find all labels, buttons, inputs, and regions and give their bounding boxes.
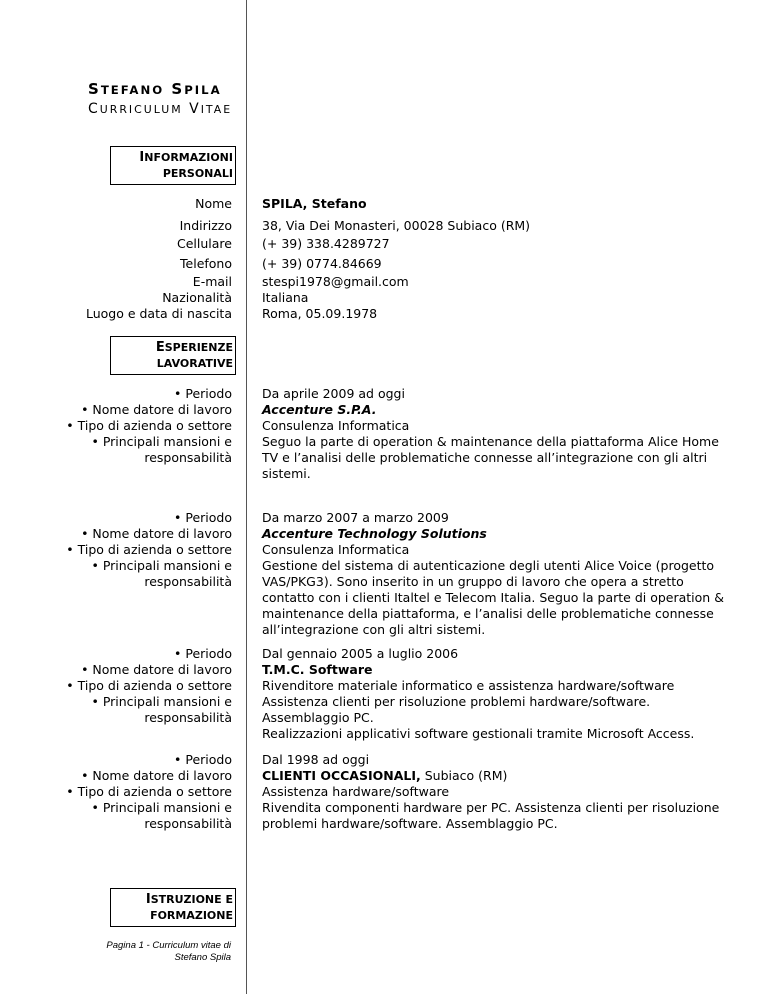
job-duties-extra: Realizzazioni applicativi software gestionali tramite Microsoft Access.	[262, 726, 695, 741]
job-labels: • Periodo • Nome datore di lavoro • Tipo di azienda o settore • Principali mansioni e responsabilità	[66, 752, 232, 831]
job-sector: Rivenditore materiale informatico e assistenza hardware/software	[262, 678, 675, 693]
label-indirizzo: Indirizzo	[179, 218, 232, 233]
job-duties: Rivendita componenti hardware per PC. Assistenza clienti per risoluzione problemi hardware/software. Assemblaggio PC.	[262, 800, 720, 831]
section-heading-education: ISTRUZIONE E FORMAZIONE	[110, 888, 236, 927]
value-nome: SPILA, Stefano	[262, 196, 367, 211]
job-employer: T.M.C. Software	[262, 662, 373, 677]
label-email: E-mail	[192, 274, 232, 289]
job-sector: Consulenza Informatica	[262, 542, 410, 557]
job-labels: • Periodo • Nome datore di lavoro • Tipo di azienda o settore • Principali mansioni e responsabilità	[66, 646, 232, 725]
value-nazionalita: Italiana	[262, 290, 309, 305]
job-sector: Consulenza Informatica	[262, 418, 410, 433]
job-labels: • Periodo • Nome datore di lavoro • Tipo di azienda o settore • Principali mansioni e responsabilità	[66, 386, 232, 465]
job-duties: Gestione del sistema di autenticazione degli utenti Alice Voice (progetto VAS/PKG3). Sono inserito in un gruppo di lavoro che opera a stretto contatto con i clienti Italtel e Telecom Italia. Seguo la parte di operation & maintenance della piattaforma, e l’analisi delle problematiche connesse all’integrazione con gli altri sistemi.	[262, 558, 724, 637]
person-name: STEFANO SPILA	[88, 80, 222, 98]
job-period: Dal 1998 ad oggi	[262, 752, 370, 767]
job-duties: Assistenza clienti per risoluzione problemi hardware/software. Assemblaggio PC.	[262, 694, 651, 725]
label-nazionalita: Nazionalità	[162, 290, 232, 305]
label-nome: Nome	[195, 196, 232, 211]
job-entry	[262, 646, 724, 742]
page-footer: Pagina 1 - Curriculum vitae di Stefano Spila	[106, 940, 231, 963]
job-entry	[262, 752, 724, 832]
section-heading-work: ESPERIENZE LAVORATIVE	[110, 336, 236, 375]
value-email: stespi1978@gmail.com	[262, 274, 409, 289]
job-duties: Seguo la parte di operation & maintenance della piattaforma Alice Home TV e l’analisi delle problematiche connesse all’integrazione con gli altri sistemi.	[262, 434, 719, 481]
job-sector: Assistenza hardware/software	[262, 784, 450, 799]
job-labels: • Periodo • Nome datore di lavoro • Tipo di azienda o settore • Principali mansioni e responsabilità	[66, 510, 232, 589]
job-employer: Accenture S.P.A.	[262, 402, 377, 417]
value-nascita: Roma, 05.09.1978	[262, 306, 378, 321]
job-entry	[262, 510, 724, 638]
document-title	[88, 80, 232, 117]
label-cellulare: Cellulare	[177, 236, 232, 251]
job-period: Da marzo 2007 a marzo 2009	[262, 510, 449, 525]
label-nascita: Luogo e data di nascita	[85, 306, 232, 321]
value-indirizzo: 38, Via Dei Monasteri, 00028 Subiaco (RM)	[262, 218, 531, 233]
vertical-divider	[246, 0, 247, 994]
value-cellulare: (+ 39) 338.4289727	[262, 236, 390, 251]
job-entry	[262, 386, 724, 482]
job-period: Da aprile 2009 ad oggi	[262, 386, 405, 401]
label-telefono: Telefono	[180, 256, 232, 271]
job-employer: Accenture Technology Solutions	[262, 526, 487, 541]
value-telefono: (+ 39) 0774.84669	[262, 256, 382, 271]
section-heading-personal: INFORMAZIONI PERSONALI	[110, 146, 236, 185]
job-period: Dal gennaio 2005 a luglio 2006	[262, 646, 459, 661]
job-employer: CLIENTI OCCASIONALI, Subiaco (RM)	[262, 768, 508, 783]
document-subtitle: CURRICULUM VITAE	[88, 101, 233, 117]
